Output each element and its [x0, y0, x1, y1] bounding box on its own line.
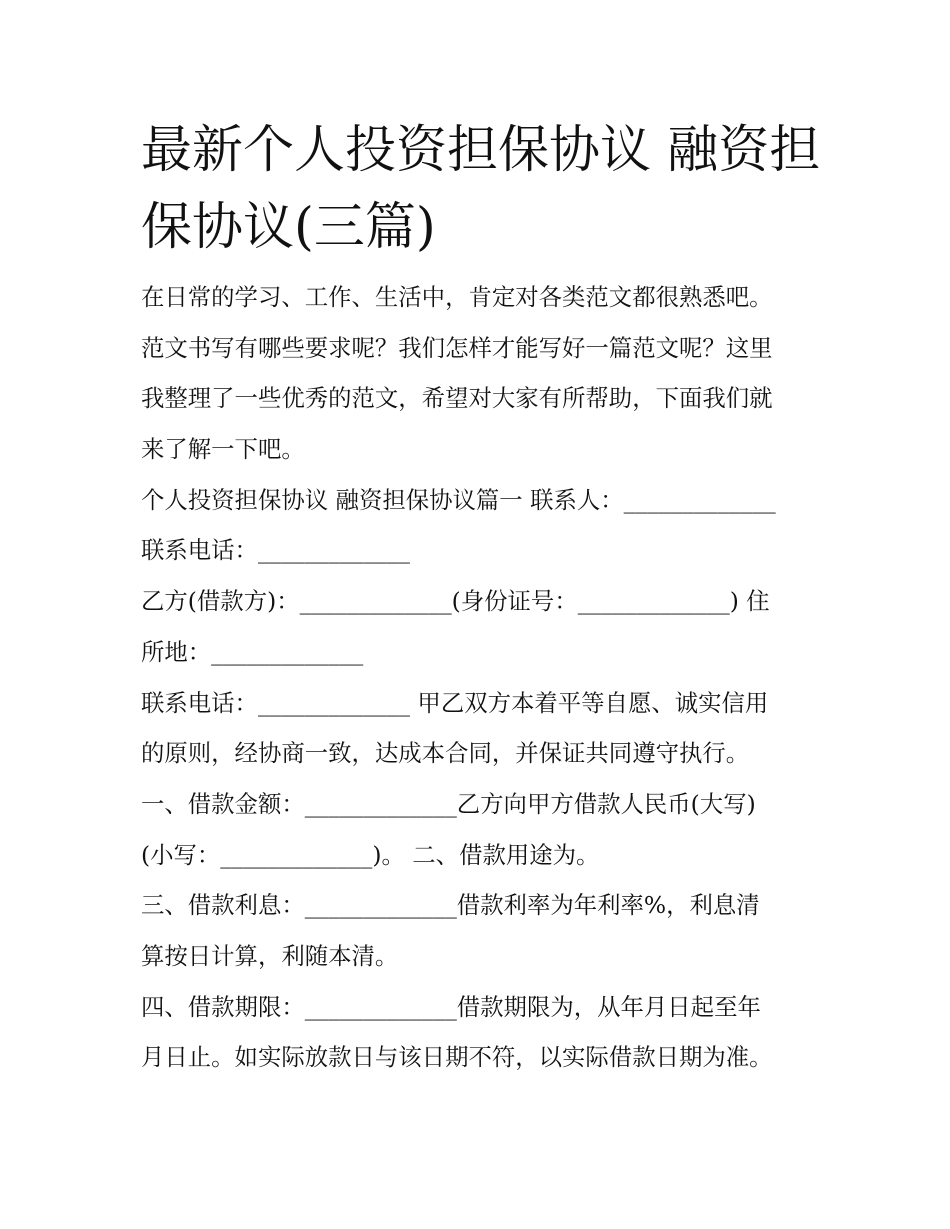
body-line: 所地：_____________: [141, 637, 364, 666]
body-line: 一、借款金额：_____________乙方向甲方借款人民币(大写): [141, 789, 756, 818]
body-line: 三、借款利息：_____________借款利率为年利率%，利息清: [141, 891, 760, 920]
body-line: 我整理了一些优秀的范文，希望对大家有所帮助，下面我们就: [141, 384, 773, 413]
body-line: 个人投资担保协议 融资担保协议篇一 联系人：_____________: [141, 485, 776, 514]
document-body: [141, 272, 821, 1083]
body-line: 来了解一下吧。: [141, 435, 305, 464]
document-page: [141, 112, 821, 1083]
body-line: 联系电话：_____________ 甲乙双方本着平等自愿、诚实信用: [141, 688, 769, 717]
body-line: 四、借款期限：_____________借款期限为，从年月日起至年: [141, 992, 761, 1021]
body-line: 算按日计算，利随本清。: [141, 941, 399, 970]
body-line: 范文书写有哪些要求呢？我们怎样才能写好一篇范文呢？这里: [141, 333, 773, 362]
body-line: 乙方(借款方)：_____________(身份证号：_____________) 住: [141, 587, 770, 616]
body-line: 联系电话：_____________: [141, 536, 410, 565]
title-line: 保协议(三篇): [141, 198, 436, 257]
document-title: [141, 112, 821, 266]
body-line: 月日止。如实际放款日与该日期不符，以实际借款日期为准。: [141, 1043, 773, 1072]
body-line: 的原则，经协商一致，达成本合同，并保证共同遵守执行。: [141, 739, 750, 768]
body-line: 在日常的学习、工作、生活中，肯定对各类范文都很熟悉吧。: [141, 283, 773, 311]
title-line: 最新个人投资担保协议 融资担: [141, 121, 821, 180]
body-line: (小写：_____________)。 二、借款用途为。: [141, 840, 600, 869]
